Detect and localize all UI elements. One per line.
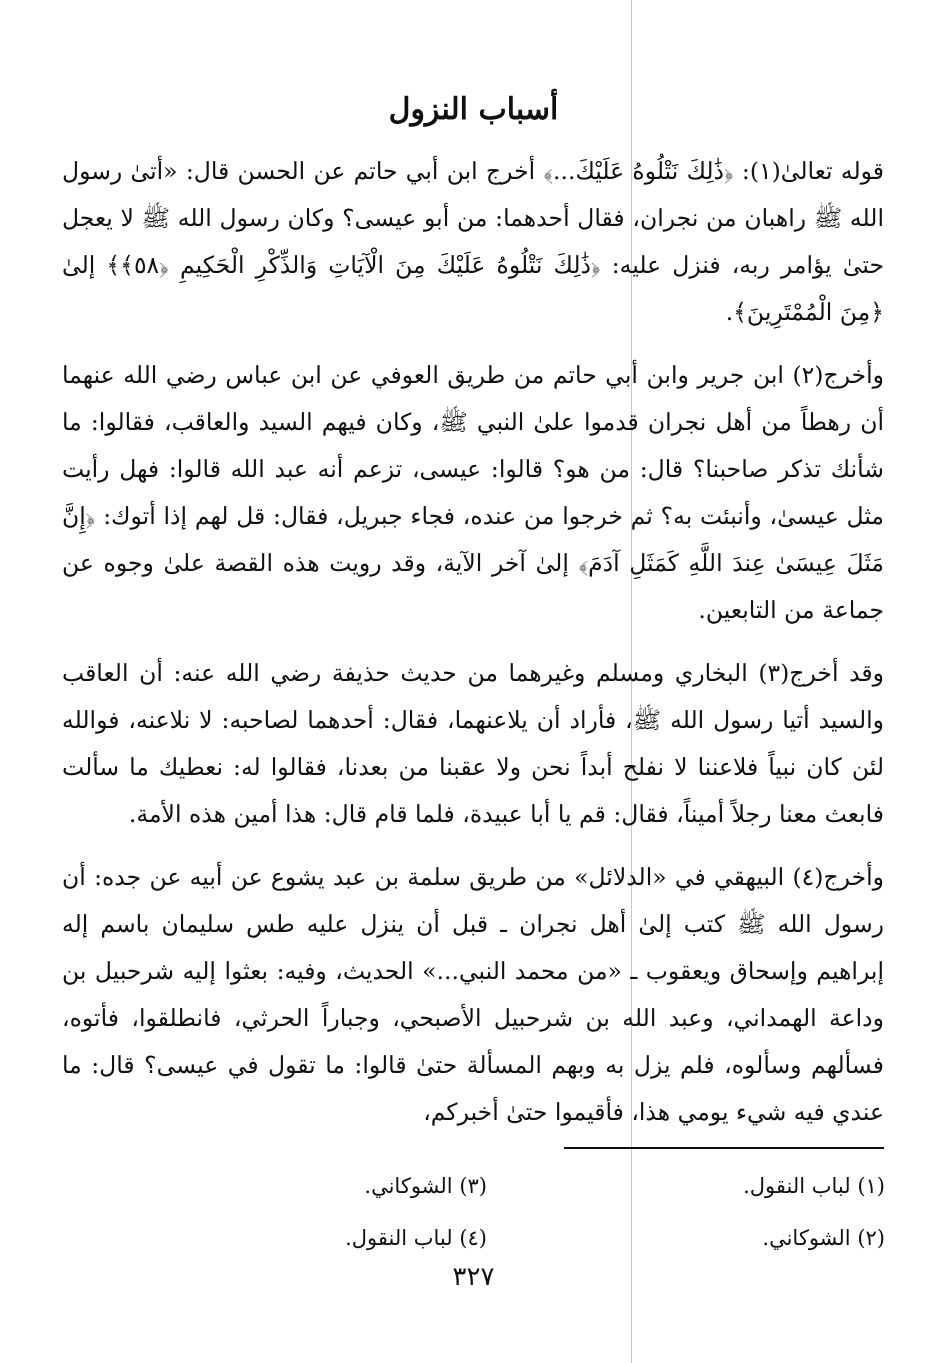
footnote-3: (٣) الشوكاني. — [364, 1174, 487, 1198]
footnote-4: (٤) لباب النقول. — [345, 1226, 487, 1250]
footnote-column-right — [585, 1160, 885, 1264]
paragraph-2: وأخرج(٢) ابن جرير وابن أبي حاتم من طريق العوفي عن ابن عباس رضي الله عنهما أن رهطاً من أهل نجران قدموا علىٰ النبي ﷺ، وكان فيهم السيد والعاقب، فقالوا: ما شأنك تذكر صاحبنا؟ قال: من هو؟ قالوا: عيسى، تزعم أنه عبد الله قالوا: فهل رأيت مثل عيسىٰ، وأنبئت به؟ ثم خرجوا من عنده، فجاء جبريل، فقال: قل لهم إذا أتوك: ﴿إِنَّ مَثَلَ عِيسَىٰ عِندَ اللَّهِ كَمَثَلِ آدَمَ﴾ إلىٰ آخر الآية، وقد رويت هذه القصة علىٰ وجوه عن جماعة من التابعين. — [62, 361, 884, 624]
page-title: أسباب النزول — [388, 92, 559, 127]
page-number: ٣٢٧ — [452, 1262, 495, 1292]
footnote-column-left — [187, 1160, 487, 1264]
main-text — [62, 148, 884, 1152]
paragraph-4: وأخرج(٤) البيهقي في «الدلائل» من طريق سلمة بن عبد يشوع عن أبيه عن جده: أن رسول الله ﷺ كتب إلىٰ أهل نجران ـ قبل أن ينزل عليه طس سليمان باسم إله إبراهيم وإسحاق ويعقوب ـ «من محمد النبي...» الحديث، وفيه: بعثوا إليه شرحبيل بن وداعة الهمداني، وعبد الله بن شرحبيل الأصبحي، وجباراً الحرثي، فانطلقوا، فأتوه، فسألهم وسألوه، فلم يزل به وبهم المسألة حتىٰ قالوا: ما تقول في عيسى؟ قال: ما عندي فيه شيء يومي هذا، فأقيموا حتىٰ أخبركم، — [62, 863, 884, 1126]
paragraph-3: وقد أخرج(٣) البخاري ومسلم وغيرهما من حديث حذيفة رضي الله عنه: أن العاقب والسيد أتيا رسول الله ﷺ، فأراد أن يلاعنهما، فقال: أحدهما لصاحبه: لا نلاعنه، فوالله لئن كان نبياً فلاعننا لا نفلح أبداً نحن ولا عقبنا من بعدنا، فقالوا له: نعطيك ما سألت فابعث معنا رجلاً أميناً، فقال: قم يا أبا عبيدة، فلما قام قال: هذا أمين هذه الأمة. — [62, 659, 885, 828]
footnote-separator — [564, 1147, 884, 1149]
footnote-2: (٢) الشوكاني. — [762, 1226, 885, 1250]
paragraph-1: قوله تعالىٰ(١): ﴿ذَٰلِكَ نَتْلُوهُ عَلَيْكَ...﴾ أخرج ابن أبي حاتم عن الحسن قال: «أتىٰ رسول الله ﷺ راهبان من نجران، فقال أحدهما: من أبو عيسى؟ وكان رسول الله ﷺ لا يعجل حتىٰ يؤامر ربه، فنزل عليه: ﴿ذَٰلِكَ نَتْلُوهُ عَلَيْكَ مِنَ الْآيَاتِ وَالذِّكْرِ الْحَكِيمِ ﴿٥٨﴾﴾ إلىٰ ﴿مِنَ الْمُمْتَرِينَ﴾. — [62, 157, 884, 326]
footnote-1: (١) لباب النقول. — [743, 1174, 885, 1198]
